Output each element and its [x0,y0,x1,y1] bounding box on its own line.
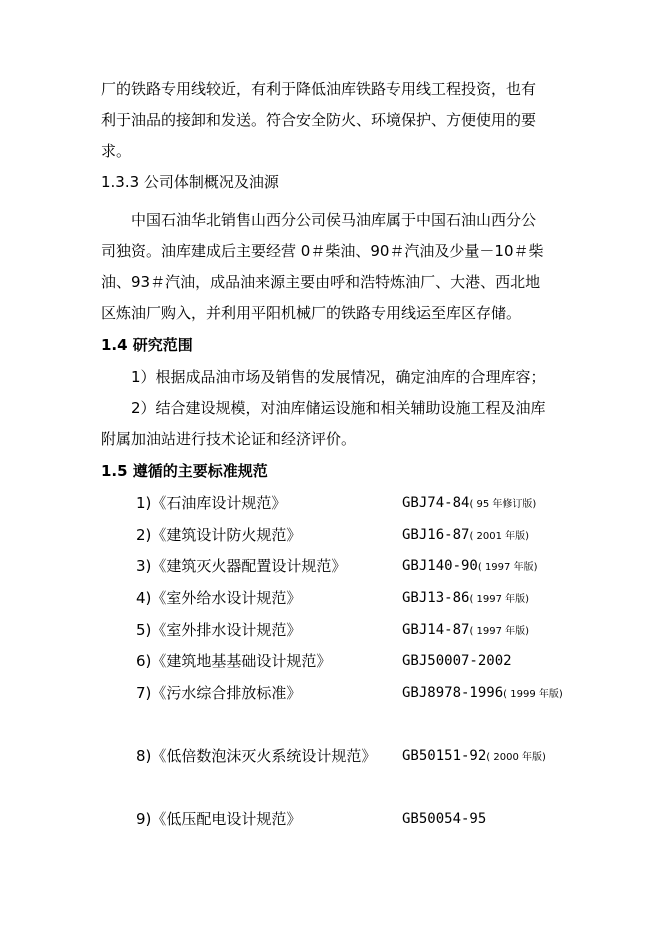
standard-code-text: GBJ13-86 [402,590,470,606]
standard-code-text: GB50151-92 [402,748,487,764]
standard-version: ( 1999 年版) [503,689,563,700]
standard-code-text: GBJ140-90 [402,558,478,574]
standard-version: ( 2000 年版) [486,752,546,763]
standard-name: 6)《建筑地基基础设计规范》 [136,652,332,670]
paragraph-line: 司独资。油库建成后主要经营 0＃柴油、90＃汽油及少量－10＃柴 [101,242,544,260]
standard-version: ( 2001 年版) [469,531,530,542]
standard-code-text: GB50054-95 [402,811,487,827]
standard-name: 5)《室外排水设计规范》 [136,621,302,639]
standard-version: ( 1997 年版) [469,626,530,637]
standard-version: ( 1997 年版) [469,594,530,605]
standard-name: 2)《建筑设计防火规范》 [136,526,302,544]
standard-code [402,651,512,671]
standard-code [402,525,529,547]
standard-version: ( 1997 年版) [477,562,538,573]
paragraph-line: 利于油品的接卸和发送。符合安全防火、环境保护、方便使用的要 [101,111,537,129]
standard-code-text: GBJ8978-1996 [402,685,504,701]
standard-name: 4)《室外给水设计规范》 [136,589,302,607]
standard-name: 9)《低压配电设计规范》 [136,810,302,828]
standard-name: 7)《污水综合排放标准》 [136,684,302,702]
paragraph-line: 区炼油厂购入，并利用平阳机械厂的铁路专用线运至库区存储。 [101,304,522,322]
standard-code [402,809,486,829]
standard-name: 1)《石油库设计规范》 [136,494,287,512]
standard-name: 3)《建筑灭火器配置设计规范》 [136,557,347,575]
standard-version: ( 95 年修订版) [469,499,537,510]
standard-code-text: GBJ14-87 [402,622,470,638]
standard-code-text: GBJ16-87 [402,527,470,543]
scope-item-2: 2）结合建设规模，对油库储运设施和相关辅助设施工程及油库 [131,399,546,417]
standard-code [402,683,563,705]
scope-item-1: 1）根据成品油市场及销售的发展情况，确定油库的合理库容； [131,368,546,386]
standard-code-text: GBJ50007-2002 [402,653,512,669]
standard-code [402,746,546,768]
paragraph-line: 求。 [101,142,132,160]
section-133-title: 1.3.3 公司体制概况及油源 [101,173,279,191]
standard-code [402,588,529,610]
standard-code [402,493,536,515]
section-15-title: 1.5 遵循的主要标准规范 [101,462,268,480]
scope-item-2-cont: 附属加油站进行技术论证和经济评价。 [101,430,357,448]
paragraph-line: 油、93＃汽油，成品油来源主要由呼和浩特炼油厂、大港、西北地 [101,273,541,291]
standard-code [402,556,537,578]
standard-name: 8)《低倍数泡沫灭火系统设计规范》 [136,747,377,765]
standard-code-text: GBJ74-84 [402,495,470,511]
paragraph-line: 中国石油华北销售山西分公司侯马油库属于中国石油山西分公 [131,211,537,229]
standard-code [402,620,529,642]
paragraph-line: 厂的铁路专用线较近，有利于降低油库铁路专用线工程投资，也有 [101,80,537,98]
section-14-title: 1.4 研究范围 [101,336,193,354]
